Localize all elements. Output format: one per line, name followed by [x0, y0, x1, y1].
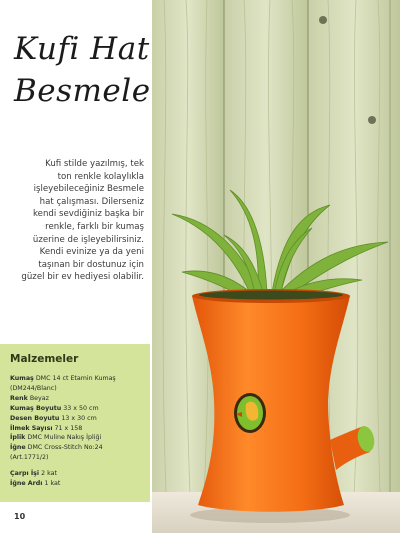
- materials-heading: Malzemeler: [10, 353, 79, 365]
- materials-item-label: Çarpı İşi: [10, 470, 40, 478]
- materials-box: [0, 344, 150, 502]
- page-title: [14, 28, 164, 112]
- intro-line: işleyebileceğiniz Besmele: [33, 184, 144, 195]
- intro-line: Kufi stilde yazılmış, tek: [45, 159, 144, 169]
- materials-item-value: DMC Muline Nakış İpliği: [27, 434, 102, 442]
- intro-line: hat çalışması. Dilerseniz: [39, 196, 144, 207]
- materials-item-label: Desen Boyutu: [10, 414, 60, 422]
- materials-item: [10, 443, 148, 453]
- materials-item-label: Renk: [10, 394, 28, 402]
- intro-line: Kendi evinize ya da yeni: [39, 247, 144, 258]
- materials-item-label: İğne Ardı: [10, 480, 43, 488]
- materials-item-value: (Art.1771/2): [10, 454, 49, 462]
- intro-line: güzel bir ev hediyesi olabilir.: [21, 272, 144, 283]
- materials-item-value: Beyaz: [29, 394, 49, 402]
- intro-line: üzerine de işleyebilirsiniz.: [32, 234, 144, 245]
- materials-item-value: 71 x 158: [54, 424, 83, 432]
- intro-line: ton renkle kolaylıkla: [57, 171, 144, 182]
- materials-item: [10, 404, 148, 414]
- plant-photo: [152, 0, 400, 533]
- materials-item-value: 1 kat: [44, 480, 61, 488]
- page-number: 10: [14, 512, 26, 521]
- materials-item: [10, 453, 148, 463]
- intro-line: renkle, farklı bir kumaş: [45, 221, 144, 232]
- title-line-1: Kufi Hat: [14, 31, 150, 67]
- materials-item: [10, 424, 148, 434]
- materials-item-label: İplik: [10, 434, 26, 442]
- materials-list: [10, 374, 148, 489]
- materials-item: [10, 414, 148, 424]
- intro-line: kendi sevdiğiniz başka bir: [33, 209, 144, 220]
- title-line-2: Besmele: [14, 73, 151, 109]
- materials-item-label: İlmek Sayısı: [10, 424, 53, 432]
- materials-item: [10, 384, 148, 394]
- materials-item: [10, 479, 148, 489]
- materials-item: [10, 469, 148, 479]
- materials-item-label: Kumaş Boyutu: [10, 404, 62, 412]
- intro-line: taşınan bir dostunuz için: [38, 259, 144, 270]
- materials-item-label: Kumaş: [10, 375, 34, 382]
- materials-item-value: DMC 14 ct Etamin Kumaş: [35, 375, 116, 382]
- materials-item-label: İğne: [10, 444, 26, 452]
- materials-item: [10, 374, 148, 384]
- materials-item: [10, 433, 148, 443]
- intro-paragraph: [16, 158, 144, 284]
- materials-item-value: 33 x 50 cm: [63, 404, 99, 412]
- materials-item-value: (DM244/Blanc): [10, 384, 57, 392]
- materials-item-value: 2 kat: [41, 470, 57, 478]
- materials-item-value: DMC Cross-Stitch No:24: [27, 444, 103, 452]
- materials-item-value: 13 x 30 cm: [61, 414, 97, 422]
- materials-item: [10, 394, 148, 404]
